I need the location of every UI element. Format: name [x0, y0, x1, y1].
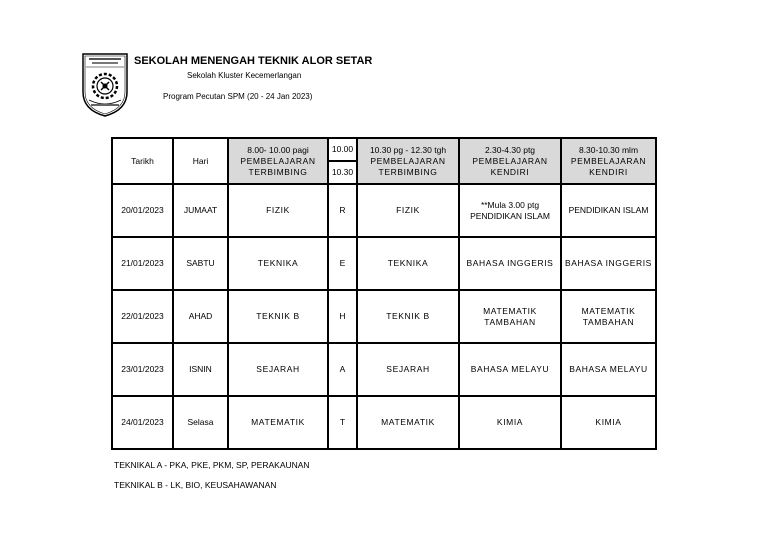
cell-day: ISNIN [173, 343, 228, 396]
cell-rehat: R [328, 184, 357, 237]
program-title: Program Pecutan SPM (20 - 24 Jan 2023) [163, 92, 313, 101]
cell-session-2: FIZIK [357, 184, 459, 237]
school-name: SEKOLAH MENENGAH TEKNIK ALOR SETAR [134, 55, 373, 67]
cell-day: Selasa [173, 396, 228, 449]
table-row [112, 237, 656, 290]
cell-session-1: TEKNIKA [228, 237, 328, 290]
header-hari: Hari [173, 138, 228, 184]
cell-session-1: SEJARAH [228, 343, 328, 396]
cell-session-2: TEKNIKA [357, 237, 459, 290]
cell-session-3: KIMIA [459, 396, 561, 449]
session-3-time: 2.30-4.30 ptg [484, 144, 536, 155]
cell-day: JUMAAT [173, 184, 228, 237]
cell-day: AHAD [173, 290, 228, 343]
table-row [112, 396, 656, 449]
cell-session-2: MATEMATIK [357, 396, 459, 449]
session-1-time: 8.00- 10.00 pagi [247, 144, 309, 155]
cell-session-1: MATEMATIK [228, 396, 328, 449]
header-session-4 [561, 138, 656, 184]
header-break-start: 10.00 [328, 138, 357, 161]
cell-session-4: MATEMATIK TAMBAHAN [561, 290, 656, 343]
cell-rehat: E [328, 237, 357, 290]
cell-session-3-line1: MATEMATIK [483, 305, 537, 316]
session-3-label: PEMBELAJARAN KENDIRI [472, 155, 548, 177]
school-subtitle: Sekolah Kluster Kecemerlangan [187, 71, 302, 80]
cell-session-3: BAHASA MELAYU [459, 343, 561, 396]
cell-date: 21/01/2023 [112, 237, 173, 290]
cell-session-4: BAHASA INGGERIS [561, 237, 656, 290]
header-session-1 [228, 138, 328, 184]
school-crest-logo [80, 52, 130, 118]
cell-session-4: BAHASA MELAYU [561, 343, 656, 396]
cell-session-3 [459, 184, 561, 237]
header-break-end: 10.30 [328, 161, 357, 184]
cell-date: 20/01/2023 [112, 184, 173, 237]
timetable [111, 137, 657, 450]
cell-session-1: TEKNIK B [228, 290, 328, 343]
session-4-time: 8.30-10.30 mlm [578, 144, 639, 155]
cell-session-4: PENDIDIKAN ISLAM [561, 184, 656, 237]
table-row [112, 343, 656, 396]
header-tarikh: Tarikh [112, 138, 173, 184]
cell-day: SABTU [173, 237, 228, 290]
cell-date: 23/01/2023 [112, 343, 173, 396]
cell-session-3-line2: PENDIDIKAN ISLAM [470, 210, 550, 221]
header-session-3 [459, 138, 561, 184]
session-2-label: PEMBELAJARAN TERBIMBING [370, 155, 446, 177]
table-row [112, 184, 656, 237]
cell-session-4: KIMIA [561, 396, 656, 449]
cell-session-3 [459, 290, 561, 343]
session-4-label: PEMBELAJARAN KENDIRI [570, 155, 647, 177]
cell-rehat: T [328, 396, 357, 449]
cell-session-3-line2: TAMBAHAN [484, 316, 536, 327]
cell-rehat: H [328, 290, 357, 343]
cell-session-2: SEJARAH [357, 343, 459, 396]
note-teknikal-a: TEKNIKAL A - PKA, PKE, PKM, SP, PERAKAUNAN [114, 460, 310, 470]
session-2-time: 10.30 pg - 12.30 tgh [369, 144, 447, 155]
note-teknikal-b: TEKNIKAL B - LK, BIO, KEUSAHAWANAN [114, 480, 277, 490]
table-row [112, 290, 656, 343]
session-1-label: PEMBELAJARAN TERBIMBING [240, 155, 316, 177]
cell-session-3: BAHASA INGGERIS [459, 237, 561, 290]
cell-session-2: TEKNIK B [357, 290, 459, 343]
cell-session-3-line1: **Mula 3.00 ptg [480, 199, 540, 210]
header-session-2 [357, 138, 459, 184]
cell-rehat: A [328, 343, 357, 396]
cell-date: 22/01/2023 [112, 290, 173, 343]
cell-session-1: FIZIK [228, 184, 328, 237]
cell-date: 24/01/2023 [112, 396, 173, 449]
